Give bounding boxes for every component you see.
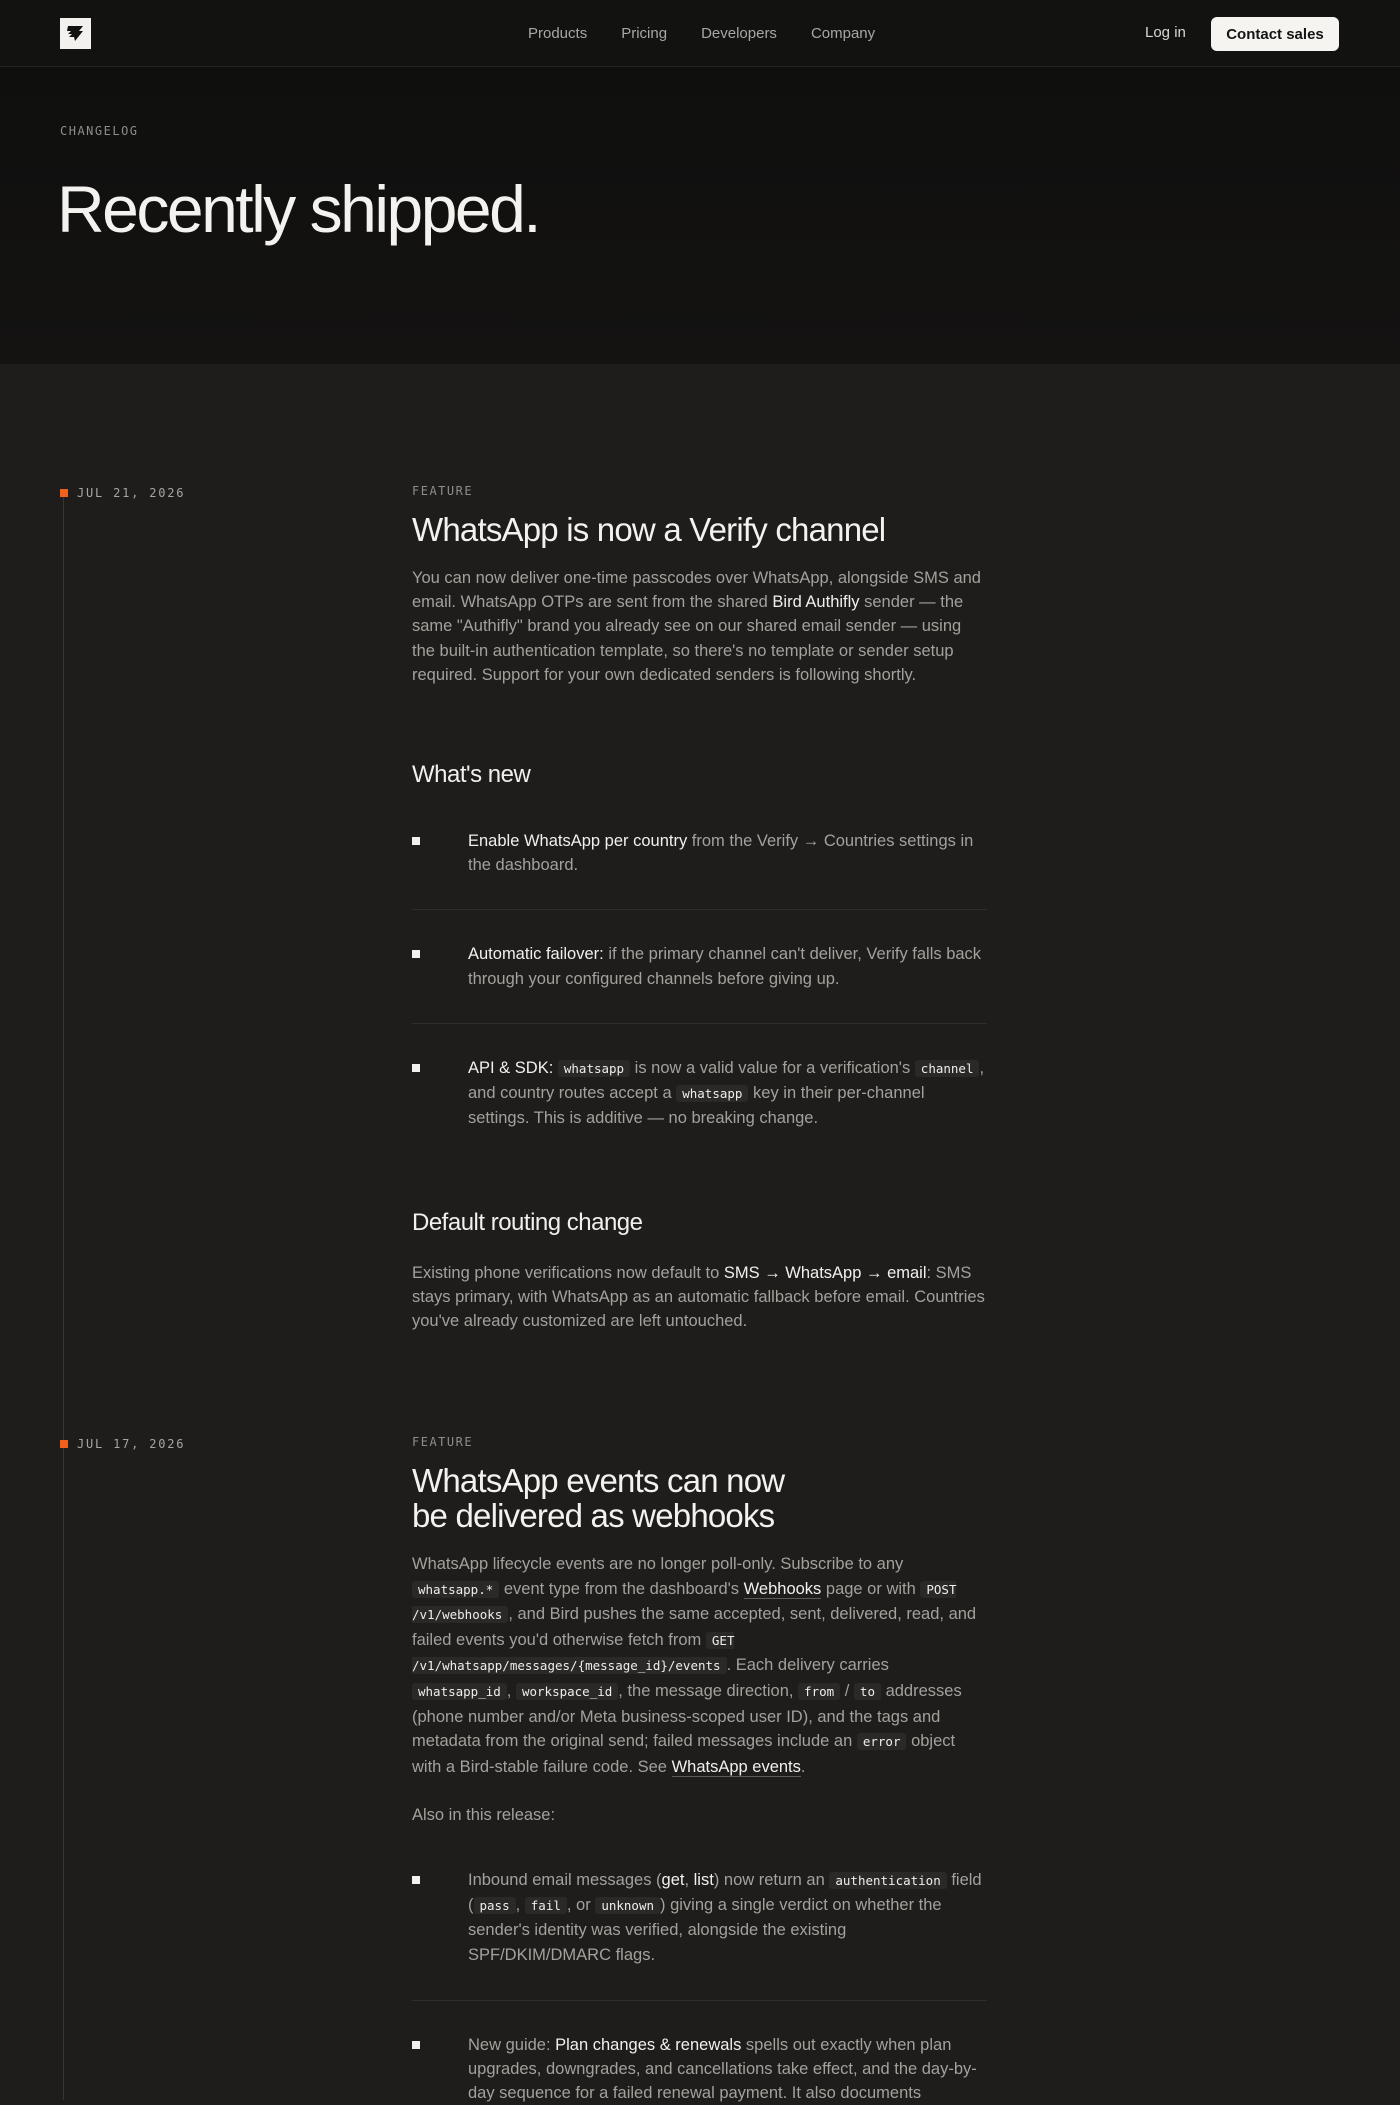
code-authentication: authentication <box>829 1872 946 1889</box>
body-text: , and Bird pushes the same accepted, sent, delivered, read, and failed events you'd otherwise fetch from <box>412 1605 977 1649</box>
bullet-square-icon <box>412 1064 420 1072</box>
timeline-line <box>63 492 64 2100</box>
entry-body <box>412 1552 987 1779</box>
routing-body-rest: : SMS stays primary, with WhatsApp as an automatic fallback before email. Countries you've already customized are left untouched. <box>412 1263 985 1331</box>
routing-strong: SMS → WhatsApp → email <box>723 1263 927 1282</box>
changelog-eyebrow: CHANGELOG <box>60 124 139 138</box>
body-text: event type from the dashboard's <box>499 1579 744 1598</box>
entry-date <box>60 1437 185 1451</box>
list-link[interactable]: list <box>693 1870 714 1889</box>
bullet-body: , <box>684 1870 694 1889</box>
code-unknown: unknown <box>595 1897 660 1914</box>
body-text: addresses (phone number and/or Meta business-scoped user ID), and the tags and metadata from the original send; failed messages include an <box>412 1681 962 1751</box>
hero <box>0 67 1400 364</box>
webhooks-link[interactable]: Webhooks <box>743 1579 822 1598</box>
code-whatsapp-id: whatsapp_id <box>412 1683 507 1700</box>
nav-company[interactable]: Company <box>810 25 876 42</box>
bullet-body: spells out exactly when plan upgrades, downgrades, and cancellations take effect, and the day-by-day sequence for a failed renewal payment. It also documents <box>468 2035 977 2102</box>
code-post-webhooks: POST /v1/webhooks <box>412 1581 957 1623</box>
list-item <box>412 2033 987 2105</box>
body-text: . <box>800 1757 806 1776</box>
bullet-strong: API & SDK: <box>468 1058 554 1077</box>
code-to: to <box>854 1683 881 1700</box>
bullet-body: , or <box>566 1895 596 1914</box>
nav-developers[interactable]: Developers <box>701 25 777 42</box>
login-link[interactable]: Log in <box>1145 24 1186 41</box>
date-label: JUL 17, 2026 <box>77 1437 186 1451</box>
body-text: page or with <box>821 1579 921 1598</box>
bullet-body: New guide: <box>468 2035 556 2054</box>
title-line: be delivered as webhooks <box>412 1497 775 1534</box>
code-get-events: GET /v1/whatsapp/messages/{message_id}/events <box>412 1632 735 1674</box>
page-title: Recently shipped. <box>57 172 540 246</box>
changelog-entry <box>412 1435 987 2105</box>
bullet-body: field ( <box>468 1870 982 1914</box>
divider <box>412 1023 987 1024</box>
bullet-body: from the Verify → Countries settings in the dashboard. <box>468 832 974 875</box>
body-text: object with a Bird-stable failure code. See <box>412 1732 956 1776</box>
entry-date <box>60 486 185 500</box>
routing-body: Existing phone verifications now default to <box>412 1263 724 1282</box>
nav-pricing[interactable]: Pricing <box>621 25 668 42</box>
intro-text-rest: sender — the same "Authifly" brand you already see on our shared email sender — using the built-in authentication template, so there's no template or sender setup required. Support for your own dedicated senders is following shortly. <box>412 593 964 684</box>
routing-heading: Default routing change <box>412 1208 643 1236</box>
body-text: . Each delivery carries <box>726 1656 889 1675</box>
code-from: from <box>798 1683 840 1700</box>
list-item <box>412 1868 987 1968</box>
list-item <box>412 829 987 877</box>
list-item <box>412 1056 987 1131</box>
bird-logo-icon[interactable] <box>60 18 91 49</box>
bullet-text <box>468 1868 987 1968</box>
bullet-body: ) giving a single verdict on whether the sender's identity was verified, alongside the existing SPF/DKIM/DMARC flags. <box>468 1895 942 1964</box>
bullet-square-icon <box>412 950 420 958</box>
code-channel: channel <box>915 1060 980 1077</box>
intro-text: You can now deliver one-time passcodes over WhatsApp, alongside SMS and email. WhatsApp OTPs are sent from the shared <box>412 569 981 612</box>
bullet-body: Inbound email messages ( <box>468 1870 662 1889</box>
body-text: , <box>506 1681 516 1700</box>
body-text: , the message direction, <box>618 1681 799 1700</box>
entry-intro <box>412 566 987 687</box>
plan-changes-link[interactable]: Plan changes & renewals <box>555 2035 742 2054</box>
bullet-body: if the primary channel can't deliver, Verify falls back through your configured channels before giving up. <box>468 945 982 988</box>
bullet-square-icon <box>412 837 420 845</box>
bullet-body: , <box>515 1895 525 1914</box>
also-label: Also in this release: <box>412 1806 556 1825</box>
bullet-body: ) now return an <box>713 1870 830 1889</box>
whats-new-heading: What's new <box>412 761 531 789</box>
bullet-text <box>468 942 987 990</box>
bullet-text <box>468 829 987 877</box>
whatsapp-events-link[interactable]: WhatsApp events <box>671 1757 801 1776</box>
entry-title <box>412 1463 987 1533</box>
list-item <box>412 942 987 990</box>
bullet-strong: Automatic failover: <box>468 945 604 964</box>
timeline-dot-icon <box>60 1440 68 1448</box>
bullet-square-icon <box>412 2041 420 2049</box>
code-whatsapp-wildcard: whatsapp.* <box>412 1581 499 1598</box>
entry-tag: FEATURE <box>412 1435 474 1449</box>
date-label: JUL 21, 2026 <box>77 486 186 500</box>
nav-links <box>528 0 875 67</box>
code-fail: fail <box>525 1897 567 1914</box>
changelog-entry <box>412 484 987 1333</box>
get-link[interactable]: get <box>661 1870 685 1889</box>
title-line: WhatsApp events can now <box>412 1462 785 1499</box>
bullet-square-icon <box>412 1876 420 1884</box>
divider <box>412 909 987 910</box>
entry-tag: FEATURE <box>412 484 474 498</box>
bullet-body: is now a valid value for a verification's <box>630 1058 915 1077</box>
code-workspace-id: workspace_id <box>516 1683 618 1700</box>
nav-products[interactable]: Products <box>528 25 588 42</box>
code-whatsapp: whatsapp <box>676 1085 748 1102</box>
timeline-dot-icon <box>60 489 68 497</box>
divider <box>412 2000 987 2001</box>
top-nav <box>0 0 1400 67</box>
contact-sales-button[interactable]: Contact sales <box>1211 17 1339 51</box>
body-text: WhatsApp lifecycle events are no longer poll-only. Subscribe to any <box>412 1555 904 1573</box>
bird-authifly-strong: Bird Authifly <box>772 593 860 612</box>
routing-text <box>412 1261 987 1334</box>
code-whatsapp: whatsapp <box>558 1060 630 1077</box>
bullet-body: key in their per-channel settings. This is additive — no breaking change. <box>468 1083 925 1127</box>
bullet-text <box>468 2033 987 2105</box>
code-error: error <box>857 1733 907 1750</box>
entry-title: WhatsApp is now a Verify channel <box>412 511 886 548</box>
code-pass: pass <box>474 1897 516 1914</box>
bullet-text <box>468 1056 987 1131</box>
bullet-body: , and country routes accept a <box>468 1058 985 1102</box>
bullet-strong: Enable WhatsApp per country <box>468 832 688 851</box>
body-text: / <box>840 1681 854 1700</box>
